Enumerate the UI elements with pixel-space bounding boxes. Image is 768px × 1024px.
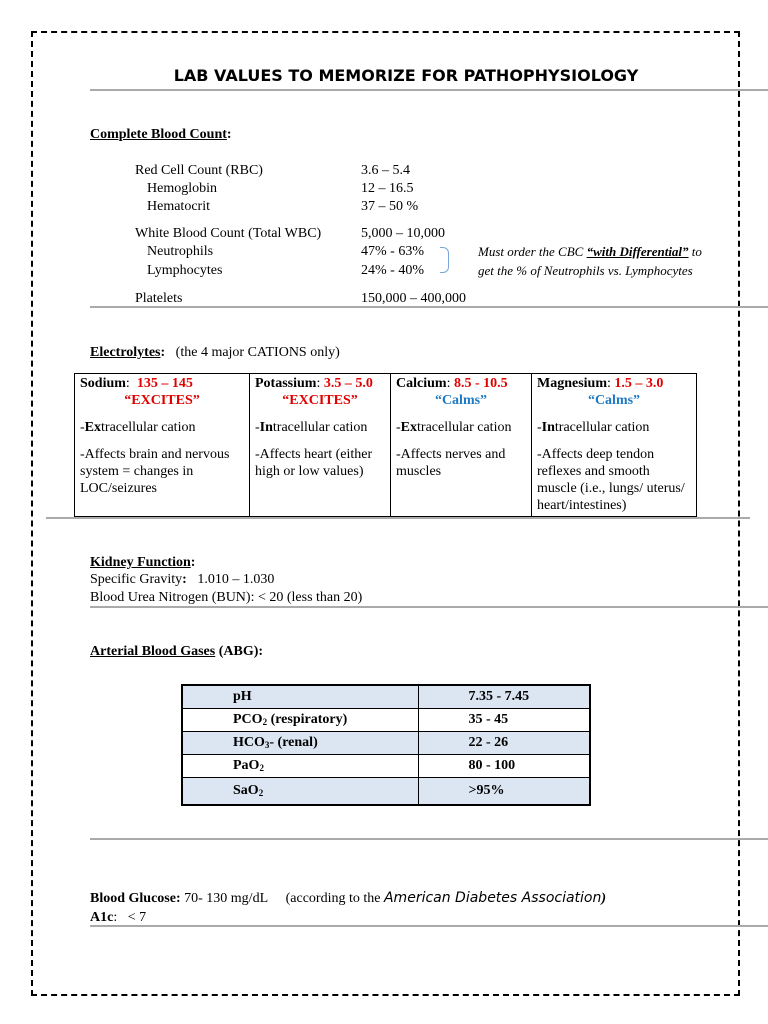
kidney-bun: Blood Urea Nitrogen (BUN): < 20 (less than 20)	[90, 590, 363, 605]
cbc-note-line2: get the % of Neutrophils vs. Lymphocytes	[478, 263, 693, 278]
table-row	[182, 685, 590, 709]
divider	[90, 89, 768, 91]
a1c-line: A1c: < 7	[90, 910, 147, 925]
magnesium-location: -Intracellular cation	[537, 420, 650, 435]
abg-label: $PCO_2$ (respiratory)	[182, 709, 418, 732]
abg-value: 35 - 45	[418, 709, 590, 732]
electrolytes-table	[74, 373, 697, 517]
cbc-value-platelets: 150,000 – 400,000	[361, 291, 466, 306]
divider	[90, 925, 768, 927]
calcium-effect: “Calms”	[434, 393, 488, 408]
calcium-affects: -Affects nerves and muscles	[396, 447, 506, 479]
cbc-label-platelets: Platelets	[135, 291, 183, 306]
calcium-location: -Extracellular cation	[396, 420, 512, 435]
cbc-label-hgb: Hemoglobin	[147, 181, 217, 196]
magnesium-name: Magnesium	[537, 376, 607, 391]
cbc-label-rbc: Red Cell Count (RBC)	[135, 163, 263, 178]
cbc-value-rbc: 3.6 – 5.4	[361, 163, 410, 178]
calcium-name: Calcium	[396, 376, 447, 391]
divider	[90, 838, 768, 840]
abg-label: $HCO_3-$ (renal)	[182, 732, 418, 755]
sodium-cell: Sodium: 135 – 145 “EXCITES” -Extracellular cation -Affects brain and nervous system = changes in LOC/seizures	[75, 374, 250, 517]
page-title: LAB VALUES TO MEMORIZE FOR PATHOPHYSIOLOGY	[173, 66, 639, 85]
cbc-label-wbc: White Blood Count (Total WBC)	[135, 226, 322, 241]
cbc-label-neutrophils: Neutrophils	[147, 244, 214, 259]
cbc-label-lymphocytes: Lymphocytes	[147, 263, 223, 278]
abg-value: >95%	[418, 778, 590, 806]
sodium-name: Sodium	[80, 376, 126, 391]
abg-label: SaO$_2$	[182, 778, 418, 806]
table-row	[182, 778, 590, 806]
magnesium-range: 1.5 – 3.0	[614, 376, 664, 391]
potassium-location: -Intracellular cation	[255, 420, 368, 435]
cbc-value-hgb: 12 – 16.5	[361, 181, 414, 196]
cbc-heading: Complete Blood Count:	[90, 127, 232, 142]
potassium-range: 3.5 – 5.0	[323, 376, 373, 391]
divider	[46, 517, 750, 519]
potassium-cell: Potassium: 3.5 – 5.0 “EXCITES” -Intracellular cation -Affects heart (either high or low values)	[250, 374, 391, 517]
divider	[90, 606, 768, 608]
magnesium-effect: “Calms”	[587, 393, 641, 408]
cbc-value-wbc: 5,000 – 10,000	[361, 226, 445, 241]
kidney-heading: Kidney Function:	[90, 555, 196, 570]
electrolytes-heading: Electrolytes: (the 4 major CATIONS only)	[90, 345, 340, 360]
abg-value: 7.35 - 7.45	[418, 685, 590, 709]
kidney-specific-gravity: Specific Gravity: 1.010 – 1.030	[90, 572, 275, 587]
cbc-label-hct: Hematocrit	[147, 199, 210, 214]
calcium-cell: Calcium: 8.5 - 10.5 “Calms” -Extracellular cation -Affects nerves and muscles	[391, 374, 532, 517]
table-row	[182, 755, 590, 778]
calcium-range: 8.5 - 10.5	[453, 376, 508, 391]
potassium-effect: “EXCITES”	[282, 393, 358, 408]
magnesium-affects: -Affects deep tendon reflexes and smooth muscle (i.e., lungs/ uterus/ heart/intestines)	[537, 447, 685, 513]
electrolytes-row	[75, 374, 697, 517]
cbc-note-line1: Must order the CBC “with Differential” to	[478, 244, 702, 259]
sodium-range: 135 – 145	[136, 376, 193, 391]
abg-label: pH	[182, 685, 418, 709]
glucose-line: Blood Glucose: 70- 130 mg/dL (according to the American Diabetes Association)	[90, 890, 607, 906]
cbc-value-neutrophils: 47% - 63%	[361, 244, 424, 259]
abg-label: PaO$_2$	[182, 755, 418, 778]
table-row	[182, 709, 590, 732]
potassium-affects: -Affects heart (either high or low values)	[255, 447, 373, 479]
sodium-location: -Extracellular cation	[80, 420, 196, 435]
abg-value: 80 - 100	[418, 755, 590, 778]
table-row	[182, 732, 590, 755]
sodium-affects: -Affects brain and nervous system = changes in LOC/seizures	[80, 447, 230, 496]
potassium-name: Potassium	[255, 376, 317, 391]
cbc-value-hct: 37 – 50 %	[361, 199, 419, 214]
magnesium-cell: Magnesium: 1.5 – 3.0 “Calms” -Intracellular cation -Affects deep tendon reflexes and smooth muscle (i.e., lungs/ uterus/ heart/intestines)	[532, 374, 697, 517]
abg-heading: Arterial Blood Gases (ABG):	[90, 644, 264, 659]
abg-table	[181, 684, 591, 806]
divider	[90, 306, 768, 308]
abg-value: 22 - 26	[418, 732, 590, 755]
sodium-effect: “EXCITES”	[124, 393, 200, 408]
bracket-icon	[440, 247, 449, 273]
cbc-value-lymphocytes: 24% - 40%	[361, 263, 424, 278]
